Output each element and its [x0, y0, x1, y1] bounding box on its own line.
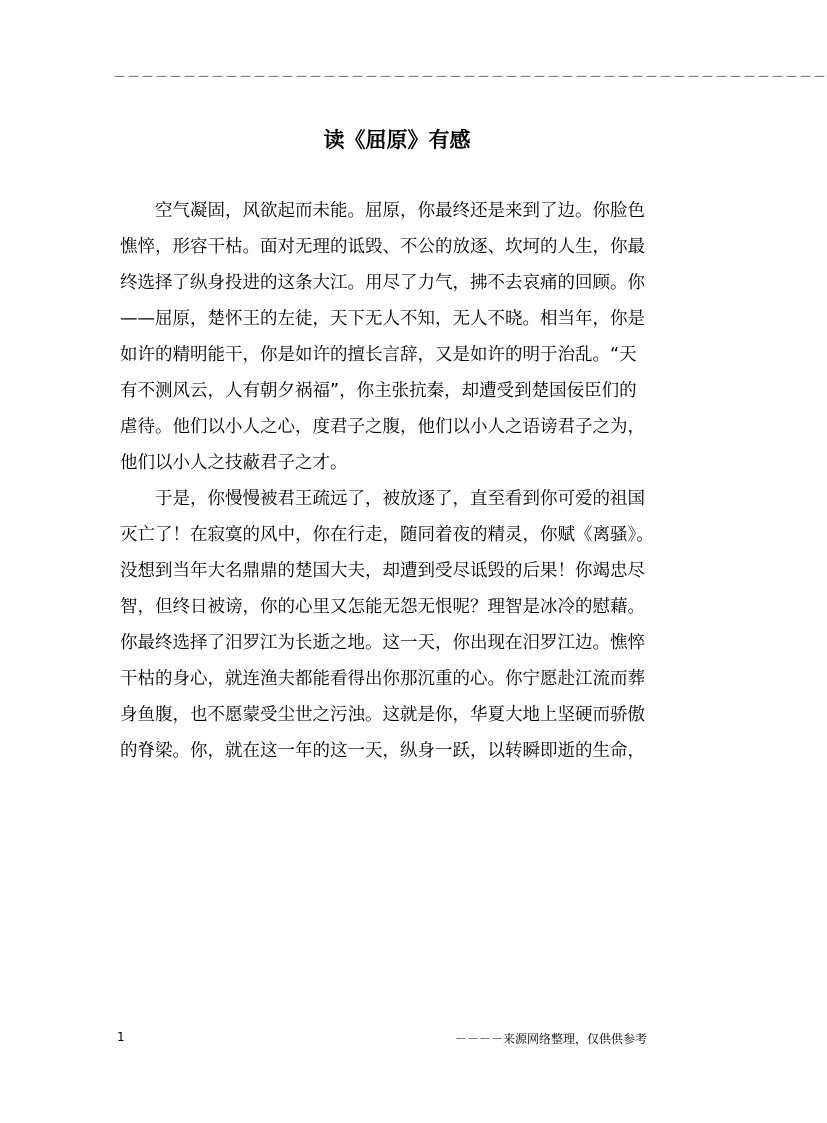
body-line: 有不测风云，人有朝夕祸福”，你主张抗秦，却遭受到楚国佞臣们的 [120, 381, 637, 401]
body-line: 如许的精明能干，你是如许的擅长言辞，又是如许的明于治乱。“天 [120, 345, 637, 365]
header-dashed-rule: －－－－－－－－－－－－－－－－－－－－－－－－－－－－－－－－－－－－－－－－－－－－－－－－－－－ [113, 70, 827, 85]
body-line: 身鱼腹，也不愿蒙受尘世之污浊。这就是你，华夏大地上坚硬而骄傲 [120, 705, 645, 725]
body-line: 灭亡了！在寂寞的风中，你在行走，随同着夜的精灵，你赋《离骚》。 [120, 525, 654, 545]
body-line: 的脊梁。你，就在这一年的这一天，纵身一跃，以转瞬即逝的生命， [120, 741, 645, 761]
page-number: 1 [117, 1030, 125, 1044]
body-line: 智，但终日被谤，你的心里又怎能无怨无恨呢？理智是冰冷的慰藉。 [120, 597, 645, 617]
body-line: 虐待。他们以小人之心，度君子之腹，他们以小人之语谤君子之为， [120, 417, 645, 437]
body-line: 终选择了纵身投进的这条大江。用尽了力气，拂不去哀痛的回顾。你 [120, 273, 645, 293]
footer-note: －－－－来源网络整理，仅供供参考 [455, 1032, 648, 1046]
body-line: 空气凝固，风欲起而未能。屈原，你最终还是来到了边。你脸色 [155, 201, 645, 221]
document-body [120, 193, 676, 769]
body-line: 你最终选择了汨罗江为长逝之地。这一天，你出现在汨罗江边。憔悴 [120, 633, 645, 653]
body-line: 他们以小人之技蔽君子之才。 [120, 453, 348, 473]
body-line: 于是，你慢慢被君王疏远了，被放逐了，直至看到你可爱的祖国 [155, 489, 645, 509]
body-line: 干枯的身心，就连渔夫都能看得出你那沉重的心。你宁愿赴江流而葬 [120, 669, 645, 689]
body-line: 没想到当年大名鼎鼎的楚国大夫，却遭到受尽诋毁的后果！你竭忠尽 [120, 561, 645, 581]
document-title: 读《屈原》有感 [323, 127, 471, 152]
body-line: ——屈原，楚怀王的左徒，天下无人不知，无人不晓。相当年，你是 [120, 309, 645, 329]
body-line: 憔悴，形容干枯。面对无理的诋毁、不公的放逐、坎坷的人生，你最 [120, 237, 645, 257]
